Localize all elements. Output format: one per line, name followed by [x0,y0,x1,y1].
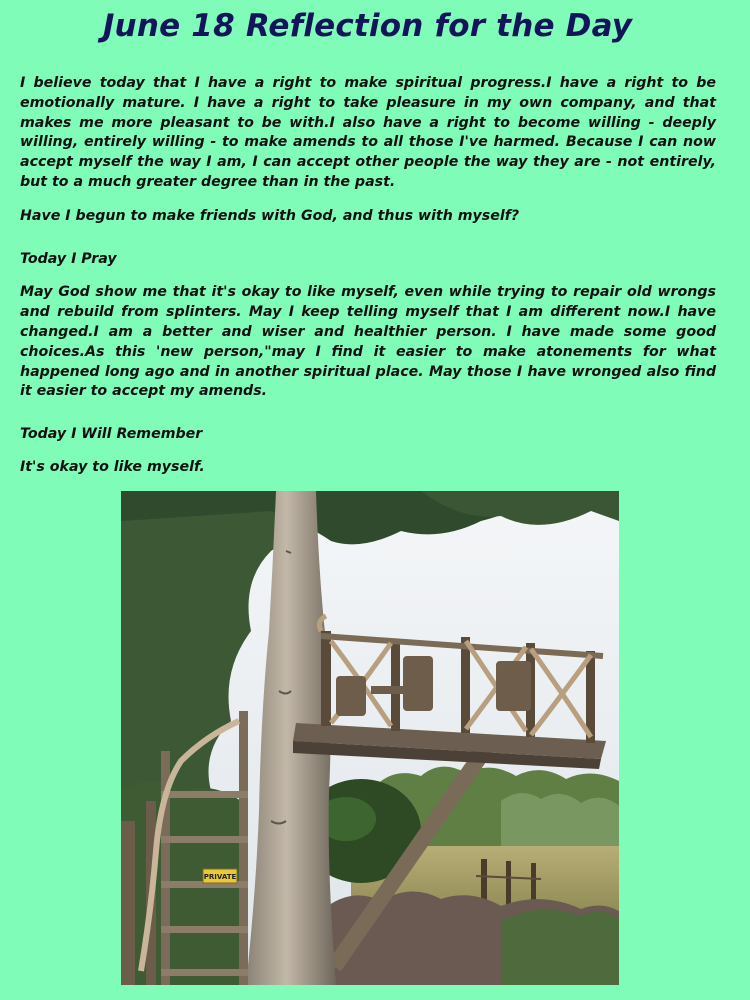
private-sign-text: PRIVATE [203,873,237,881]
page-title: June 18 Reflection for the Day [102,8,633,44]
reflection-body [20,74,716,478]
today-i-pray-heading: Today I Pray [20,250,117,267]
reflection-question: Have I begun to make friends with God, and thus with myself? [20,207,520,224]
today-i-will-remember-heading: Today I Will Remember [20,426,203,443]
reflection-paragraph: I believe today that I have a right to make spiritual progress.I have a right to be emotionally mature. I have a right to take pleasure in my own company, and that makes me more pleasant to be with.I also have a right to become willing - deeply willing, entirely willing - to make amends to all those I've harmed. Because I can now accept myself the way I am, I can accept other people the way they are - not entirely, but to a much greater degree than in the past. [20,75,716,190]
prayer-paragraph: May God show me that it's okay to like myself, even while trying to repair old wrongs and rebuild from splinters. May I keep telling myself that I am different now.I have changed.I am a better and wiser and healthier person. I have made some good choices.As this 'new person,"may I find it easier to make atonements for what happened long ago and in another spiritual place. May those I have wronged also find it easier to accept my amends. [20,284,716,400]
remember-text: It's okay to like myself. [20,458,205,475]
treehouse-photo [121,491,619,985]
green-shrub [501,910,619,985]
treehouse-illustration [121,491,619,985]
private-sign [203,869,237,883]
